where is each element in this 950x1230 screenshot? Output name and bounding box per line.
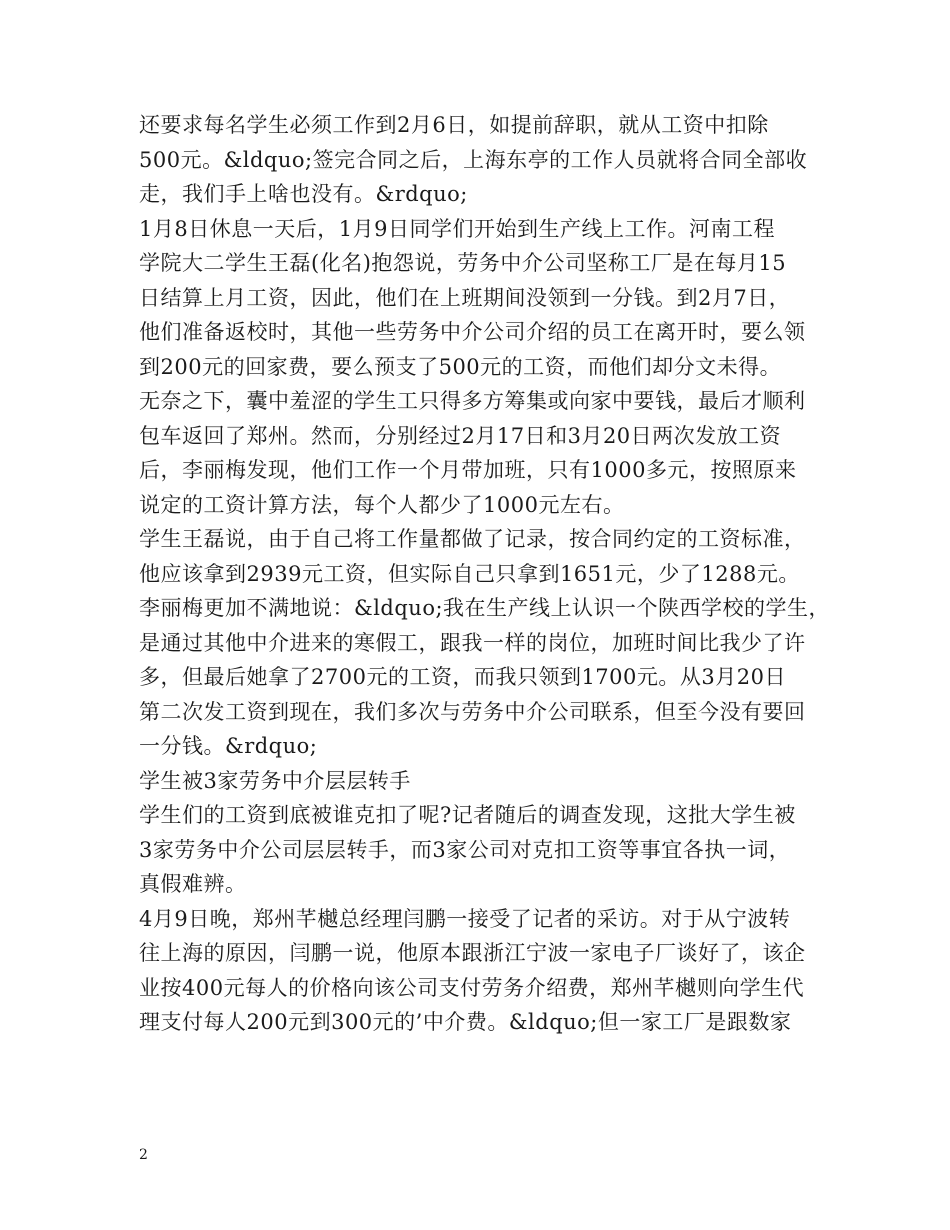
body-text [139, 108, 829, 1040]
section-heading: 学生被3家劳务中介层层转手 [139, 768, 411, 793]
text-line: 是通过其他中介进来的寒假工，跟我一样的岗位，加班时间比我少了许 [139, 630, 806, 655]
text-line: 学生们的工资到底被谁克扣了呢?记者随后的调查发现，这批大学生被 [139, 803, 796, 827]
text-line: 往上海的原因，闫鹏一说，他原本跟浙江宁波一家电子厂谈好了，该企 [139, 941, 806, 965]
text-line: 多，但最后她拿了2700元的工资，而我只领到1700元。从3月20日 [139, 665, 786, 689]
text-line: 包车返回了郑州。然而，分别经过2月17日和3月20日两次发放工资 [139, 423, 782, 448]
text-line: 还要求每名学生必须工作到2月6日，如提前辞职，就从工资中扣除 [139, 113, 769, 137]
text-line: 业按400元每人的价格向该公司支付劳务介绍费，郑州芊樾则向学生代 [139, 975, 805, 1000]
text-line: 日结算上月工资，因此，他们在上班期间没领到一分钱。到2月7日， [139, 285, 791, 310]
text-line: 他们准备返校时，其他一些劳务中介公司介绍的员工在离开时，要么领 [139, 320, 806, 344]
text-line: 后，李丽梅发现，他们工作一个月带加班，只有1000多元，按照原来 [139, 458, 797, 482]
text-line: 1月8日休息一天后，1月9日同学们开始到生产线上工作。河南工程 [139, 216, 775, 241]
text-line: 4月9日晚，郑州芊樾总经理闫鹏一接受了记者的采访。对于从宁波转 [139, 906, 791, 931]
text-line: 3家劳务中介公司层层转手，而3家公司对克扣工资等事宜各执一词， [139, 837, 791, 862]
text-line: 说定的工资计算方法，每个人都少了1000元左右。 [139, 492, 625, 517]
text-line: 学院大二学生王磊(化名)抱怨说，劳务中介公司坚称工厂是在每月15 [139, 251, 787, 275]
text-line: 到200元的回家费，要么预支了500元的工资，而他们却分文未得。 [139, 354, 782, 379]
text-line: 无奈之下，囊中羞涩的学生工只得多方筹集或向家中要钱，最后才顺利 [139, 389, 806, 413]
text-line: 真假难辨。 [139, 872, 247, 896]
text-line: 李丽梅更加不满地说：&ldquo;我在生产线上认识一个陕西学校的学生， [139, 596, 831, 620]
text-line: 一分钱。&rdquo; [139, 734, 318, 758]
text-line: 理支付每人200元到300元的’中介费。&ldquo;但一家工厂是跟数家 [139, 1010, 792, 1034]
text-line: 500元。&ldquo;签完合同之后，上海东亭的工作人员就将合同全部收 [139, 147, 808, 172]
text-line: 学生王磊说，由于自己将工作量都做了记录，按合同约定的工资标准， [139, 527, 806, 551]
text-line: 第二次发工资到现在，我们多次与劳务中介公司联系，但至今没有要回 [139, 699, 806, 724]
text-line: 他应该拿到2939元工资，但实际自己只拿到1651元，少了1288元。 [139, 561, 800, 586]
page-number: 2 [139, 1147, 148, 1163]
text-line: 走，我们手上啥也没有。&rdquo; [139, 182, 468, 206]
